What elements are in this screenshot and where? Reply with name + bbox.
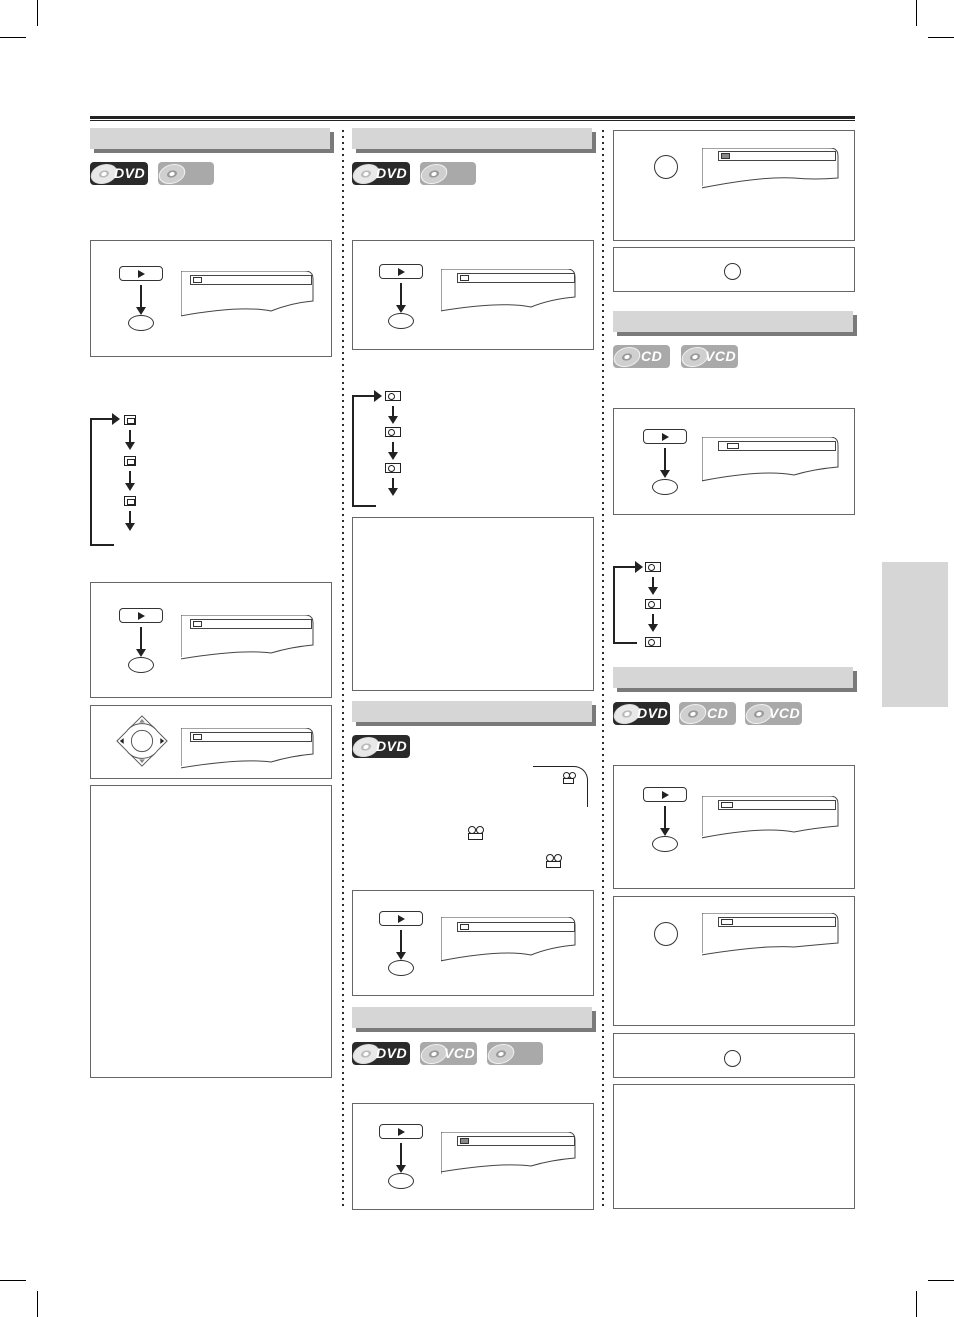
disc-icon <box>156 164 187 184</box>
crop-mark <box>928 1280 954 1281</box>
cycle-loop <box>352 395 376 507</box>
disc-badge-cd: CD <box>613 345 670 368</box>
surround-icon <box>721 802 733 808</box>
angle-indicator-bracket <box>533 766 588 807</box>
remote-button-icon <box>388 960 414 976</box>
audio-icon <box>385 463 401 473</box>
crop-mark <box>37 0 38 26</box>
section-bar-camera-angle <box>352 701 592 722</box>
osd-screen <box>181 728 321 772</box>
note-box <box>613 1084 855 1209</box>
camera-angle-icon <box>460 924 469 930</box>
remote-button-icon <box>128 315 154 331</box>
column-divider <box>602 128 604 1208</box>
down-arrow <box>140 285 142 309</box>
note-box <box>352 517 594 691</box>
section-bar-marker <box>352 1007 592 1028</box>
osd-field <box>718 151 836 161</box>
header-rule-thin <box>90 120 855 121</box>
osd-field <box>718 441 836 451</box>
camera-angle-icon <box>562 772 576 784</box>
remote-button-icon <box>652 836 678 852</box>
disc-badge-dvd: DVD <box>90 162 148 185</box>
remote-button-icon <box>652 479 678 495</box>
subtitle-icon <box>193 277 202 283</box>
down-arrow <box>400 283 402 307</box>
osd-screen <box>441 269 583 319</box>
step-box <box>613 247 855 292</box>
audio-icon <box>460 275 469 281</box>
cycle-arrow-head <box>623 560 645 574</box>
disc-icon <box>677 704 708 724</box>
down-arrow <box>392 406 394 418</box>
disc-badge-vcd: VCD <box>420 1042 477 1065</box>
osd-screen <box>702 796 847 846</box>
audio-icon <box>645 637 661 647</box>
down-arrow <box>129 511 131 525</box>
step-box <box>613 1033 855 1078</box>
disc-badge-blank <box>420 162 476 185</box>
audio-icon <box>727 443 739 449</box>
osd-screen <box>181 271 321 321</box>
remote-button-icon <box>388 313 414 329</box>
play-button-icon <box>643 787 687 802</box>
surround-icon <box>721 919 733 925</box>
down-arrow <box>392 442 394 454</box>
osd-field <box>190 619 312 629</box>
step-box <box>352 1103 594 1210</box>
osd-screen <box>702 437 847 487</box>
disc-icon <box>485 1044 516 1064</box>
down-arrow <box>392 478 394 490</box>
disc-icon <box>611 347 642 367</box>
crop-mark <box>916 1291 917 1317</box>
step-box <box>613 408 855 515</box>
header-rule <box>90 116 855 119</box>
osd-field <box>190 732 312 742</box>
subtitle-icon <box>124 415 136 425</box>
camera-angle-icon <box>467 826 485 840</box>
osd-screen <box>702 148 847 198</box>
audio-icon <box>385 391 401 401</box>
step-box <box>352 240 594 350</box>
osd-field <box>457 1136 575 1146</box>
step-box <box>90 582 332 698</box>
osd-screen <box>702 913 847 963</box>
down-arrow <box>400 930 402 954</box>
down-arrow <box>400 1143 402 1167</box>
step-box <box>613 765 855 889</box>
section-bar-stereo-sound <box>613 311 853 332</box>
disc-badge-blank <box>487 1042 543 1065</box>
osd-field <box>718 917 836 927</box>
disc-icon <box>418 164 449 184</box>
remote-button-icon <box>128 657 154 673</box>
disc-badge-dvd: DVD <box>352 1042 410 1065</box>
down-arrow <box>129 430 131 444</box>
audio-icon <box>385 427 401 437</box>
marker-icon <box>460 1138 469 1144</box>
step-box <box>90 240 332 357</box>
step-box <box>90 705 332 779</box>
disc-badge-dvd: DVD <box>352 162 410 185</box>
section-bar-virtual-surround <box>613 667 853 688</box>
disc-badge-dvd: DVD <box>613 702 670 725</box>
cycle-loop <box>90 418 114 546</box>
note-box <box>90 785 332 1078</box>
crop-mark <box>0 1280 26 1281</box>
subtitle-icon <box>124 456 136 466</box>
camera-angle-icon <box>545 854 563 868</box>
play-button-icon <box>643 429 687 444</box>
cursor-pad-icon <box>115 714 169 768</box>
cycle-arrow-head <box>362 389 384 403</box>
remote-button-icon <box>654 922 678 946</box>
osd-field <box>457 273 575 283</box>
disc-badge-vcd: VCD <box>745 702 802 725</box>
remote-button-icon <box>724 1050 741 1067</box>
osd-field <box>190 275 312 285</box>
crop-mark <box>0 37 26 38</box>
osd-field <box>718 800 836 810</box>
subtitle-icon <box>193 621 202 627</box>
down-arrow <box>140 627 142 651</box>
step-box <box>352 890 594 996</box>
cycle-loop <box>613 566 637 644</box>
disc-badge-blank <box>158 162 214 185</box>
play-button-icon <box>379 911 423 926</box>
step-box <box>613 130 855 241</box>
disc-badge-dvd: DVD <box>352 735 410 758</box>
crop-mark <box>928 37 954 38</box>
play-button-icon <box>379 264 423 279</box>
remote-button-icon <box>724 263 741 280</box>
side-tab <box>882 562 948 707</box>
marker-icon <box>721 153 730 159</box>
down-arrow <box>664 806 666 830</box>
disc-badge-vcd: VCD <box>681 345 738 368</box>
osd-screen <box>181 615 321 665</box>
play-button-icon <box>119 608 163 623</box>
crop-mark <box>916 0 917 26</box>
down-arrow <box>652 577 654 589</box>
cycle-arrow-head <box>100 412 122 426</box>
osd-screen <box>441 1132 583 1180</box>
remote-button-icon <box>388 1173 414 1189</box>
crop-mark <box>37 1291 38 1317</box>
remote-button-icon <box>654 155 678 179</box>
disc-badge-cd: CD <box>679 702 736 725</box>
audio-icon <box>645 562 661 572</box>
osd-screen <box>441 917 583 967</box>
down-arrow <box>652 614 654 626</box>
osd-field <box>457 922 575 932</box>
section-bar-audio <box>352 128 592 149</box>
section-bar-subtitle <box>90 128 330 149</box>
down-arrow <box>129 471 131 485</box>
subtitle-icon <box>193 734 202 740</box>
play-button-icon <box>119 266 163 281</box>
down-arrow <box>664 448 666 472</box>
subtitle-icon <box>124 496 136 506</box>
column-divider <box>342 128 344 1208</box>
step-box <box>613 896 855 1026</box>
play-button-icon <box>379 1124 423 1139</box>
audio-icon <box>645 599 661 609</box>
